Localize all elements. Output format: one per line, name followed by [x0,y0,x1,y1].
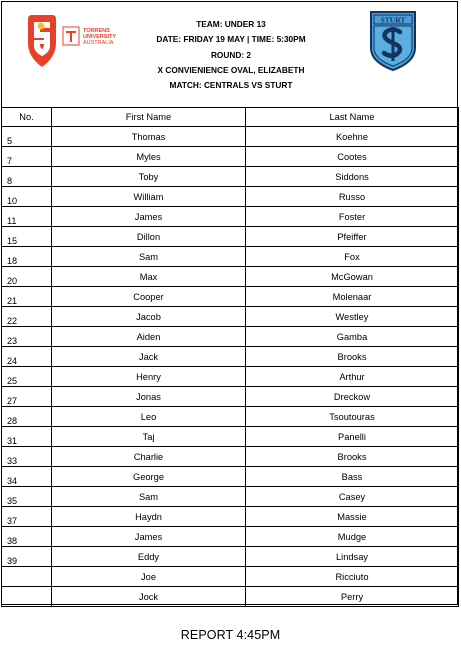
table-row [2,127,459,147]
header-last-name: Last Name [246,108,459,127]
player-last-name: Dreckow [246,387,459,407]
table-row [2,507,459,527]
player-last-name: Russo [246,187,459,207]
sturt-logo [369,10,417,72]
player-number: 15 [2,227,52,247]
player-first-name: Joe [52,567,246,587]
player-number: 31 [2,427,52,447]
table-row [2,407,459,427]
player-first-name: Dillon [52,227,246,247]
table-row [2,227,459,247]
match-details [106,17,356,93]
player-number [2,587,52,607]
table-row [2,207,459,227]
player-last-name: Tsoutouras [246,407,459,427]
player-last-name: Foster [246,207,459,227]
player-last-name: Panelli [246,427,459,447]
header-first-name: First Name [52,108,246,127]
player-last-name: Brooks [246,347,459,367]
player-first-name: Aiden [52,327,246,347]
cursor-mark [458,265,459,277]
player-last-name: Brooks [246,447,459,467]
player-last-name: Massie [246,507,459,527]
player-first-name: James [52,527,246,547]
player-number: 23 [2,327,52,347]
svg-text:AUSTRALIA: AUSTRALIA [83,40,114,46]
svg-text:UNIVERSITY: UNIVERSITY [83,34,117,40]
player-first-name: Haydn [52,507,246,527]
player-first-name: William [52,187,246,207]
table-row [2,527,459,547]
table-row [2,247,459,267]
venue-line: X CONVIENIENCE OVAL, ELIZABETH [157,64,305,75]
player-last-name: Arthur [246,367,459,387]
player-first-name: Jock [52,587,246,607]
player-last-name: McGowan [246,267,459,287]
player-first-name: Myles [52,147,246,167]
player-first-name: Toby [52,167,246,187]
header-number: No. [2,108,52,127]
player-first-name: Leo [52,407,246,427]
player-number: 27 [2,387,52,407]
player-last-name: Perry [246,587,459,607]
player-number: 20 [2,267,52,287]
table-row [2,147,459,167]
svg-text:STURT: STURT [380,15,406,25]
match-line: MATCH: CENTRALS VS STURT [169,80,293,91]
player-first-name: Cooper [52,287,246,307]
player-number: 21 [2,287,52,307]
round-line: ROUND: 2 [210,49,252,60]
player-first-name: Max [52,267,246,287]
table-row [2,187,459,207]
player-number: 10 [2,187,52,207]
player-first-name: Jacob [52,307,246,327]
player-number: 18 [2,247,52,267]
player-last-name: Westley [246,307,459,327]
player-number: 37 [2,507,52,527]
table-row [2,567,459,587]
header [1,1,458,107]
player-last-name: Mudge [246,527,459,547]
player-first-name: Sam [52,247,246,267]
player-number: 33 [2,447,52,467]
player-number: 8 [2,167,52,187]
table-row [2,387,459,407]
player-first-name: Sam [52,487,246,507]
date-time-line: DATE: FRIDAY 19 MAY | TIME: 5:30PM [156,34,306,45]
svg-text:TORRENS: TORRENS [83,28,110,34]
player-first-name: George [52,467,246,487]
report-time: REPORT 4:45PM [180,628,281,642]
player-last-name: Ricciuto [246,567,459,587]
table-row [2,307,459,327]
player-number: 22 [2,307,52,327]
table-row [2,487,459,507]
player-first-name: Eddy [52,547,246,567]
table-row [2,427,459,447]
sturt-shield-icon [369,10,417,72]
player-last-name: Bass [246,467,459,487]
player-first-name: James [52,207,246,227]
player-first-name: Thomas [52,127,246,147]
table-row [2,547,459,567]
player-first-name: Jonas [52,387,246,407]
player-number: 7 [2,147,52,167]
roster-body [2,127,459,607]
table-row [2,447,459,467]
player-first-name: Taj [52,427,246,447]
player-number: 38 [2,527,52,547]
player-last-name: Cootes [246,147,459,167]
player-number: 25 [2,367,52,387]
table-header-row [2,108,459,127]
player-last-name: Siddons [246,167,459,187]
table-row [2,287,459,307]
table-row [2,327,459,347]
player-number [2,567,52,587]
player-number: 35 [2,487,52,507]
player-last-name: Pfeiffer [246,227,459,247]
player-first-name: Jack [52,347,246,367]
player-number: 11 [2,207,52,227]
table-row [2,267,459,287]
player-number: 5 [2,127,52,147]
player-last-name: Casey [246,487,459,507]
table-row [2,367,459,387]
table-row [2,467,459,487]
player-first-name: Henry [52,367,246,387]
team-roster-table [1,107,459,607]
player-first-name: Charlie [52,447,246,467]
player-number: 24 [2,347,52,367]
player-last-name: Lindsay [246,547,459,567]
player-last-name: Gamba [246,327,459,347]
player-number: 39 [2,547,52,567]
player-number: 34 [2,467,52,487]
player-number: 28 [2,407,52,427]
player-last-name: Molenaar [246,287,459,307]
table-row [2,587,459,607]
table-row [2,347,459,367]
player-last-name: Koehne [246,127,459,147]
table-row [2,167,459,187]
team-line: TEAM: UNDER 13 [196,19,266,29]
player-last-name: Fox [246,247,459,267]
